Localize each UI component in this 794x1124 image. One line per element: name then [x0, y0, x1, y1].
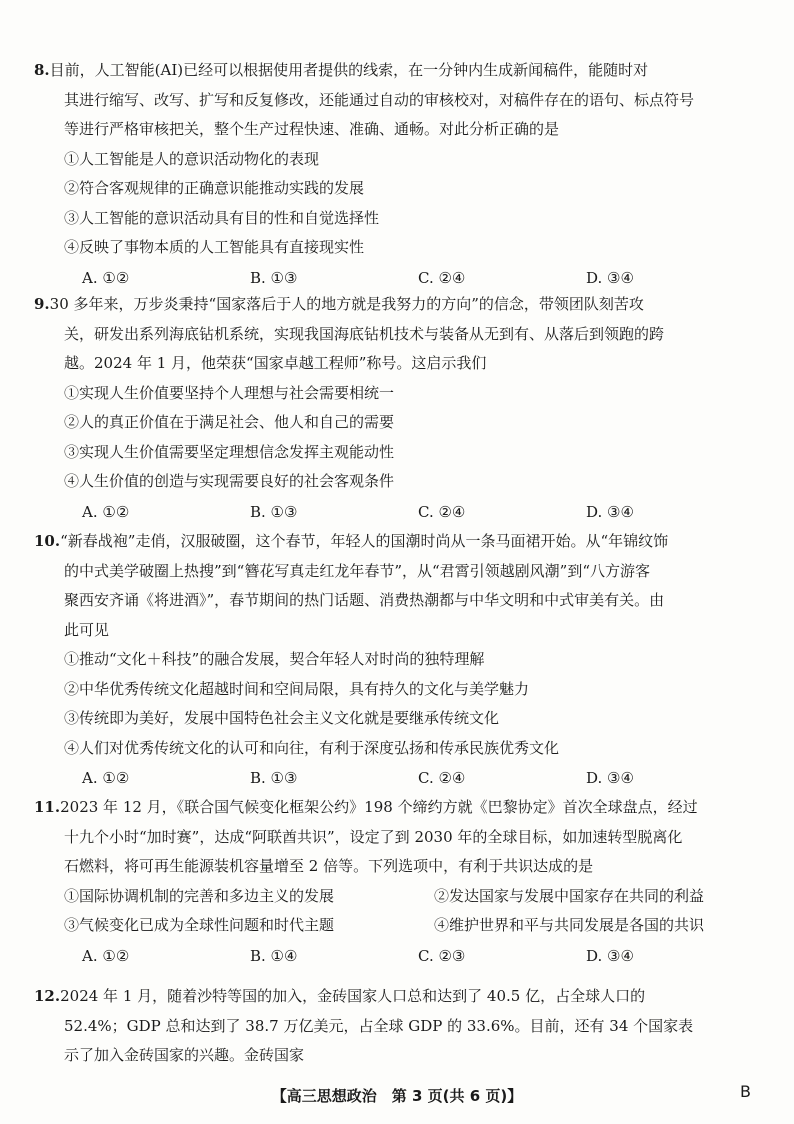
answer-choices	[34, 941, 764, 971]
statement-2: ②符合客观规律的正确意识能推动实践的发展	[64, 179, 365, 197]
paper-variant-label: B	[740, 1082, 751, 1101]
choice-a[interactable]: A. ①②	[82, 769, 130, 787]
stem-line: 等进行严格审核把关，整个生产过程快速、准确、通畅。对此分析正确的是	[64, 120, 560, 138]
question-9-stem	[34, 290, 764, 379]
page-footer: 【高三思想政治 第 3 页(共 6 页)】	[271, 1087, 523, 1105]
statement-3: ③气候变化已成为全球性问题和时代主题	[64, 916, 335, 934]
choice-d[interactable]: D. ③④	[586, 268, 634, 287]
choice-b[interactable]: B. ①③	[250, 502, 298, 521]
stem-line: 此可见	[64, 620, 110, 639]
statement-1: ①推动“文化＋科技”的融合发展，契合年轻人对时尚的独特理解	[64, 650, 485, 668]
answer-choices	[34, 763, 764, 793]
answer-choices	[34, 263, 764, 293]
stem-line: 示了加入金砖国家的兴趣。金砖国家	[64, 1046, 305, 1064]
question-10	[34, 527, 764, 793]
statement-3: ③实现人生价值需要坚定理想信念发挥主观能动性	[64, 442, 395, 461]
question-9	[34, 290, 764, 527]
choice-a[interactable]: A. ①②	[82, 946, 130, 965]
question-number: 12.	[34, 987, 61, 1005]
choice-c[interactable]: C. ②④	[418, 268, 466, 287]
question-number: 11.	[34, 798, 61, 816]
statement-4: ④人们对优秀传统文化的认可和向往，有利于深度弘扬和传承民族优秀文化	[64, 738, 560, 757]
choice-c[interactable]: C. ②④	[418, 769, 466, 787]
stem-line: 30 多年来，万步炎秉持“国家落后于人的地方就是我努力的方向”的信念，带领团队刻苦攻	[49, 295, 644, 313]
stem-line: 目前，人工智能(AI)已经可以根据使用者提供的线索，在一分钟内生成新闻稿件，能随时对	[49, 61, 649, 79]
question-11	[34, 793, 764, 971]
stem-line: 关，研发出系列海底钻机系统，实现我国海底钻机技术与装备从无到有、从落后到领跑的跨	[64, 324, 665, 343]
statement-2: ②发达国家与发展中国家存在共同的利益	[434, 886, 705, 905]
statement-4: ④反映了事物本质的人工智能具有直接现实性	[64, 238, 365, 256]
choice-b[interactable]: B. ①③	[250, 769, 298, 787]
question-11-stem	[34, 793, 764, 882]
question-number: 9.	[34, 295, 50, 313]
stem-line: 聚西安齐诵《将进酒》”，春节期间的热门话题、消费热潮都与中华文明和中式审美有关。由	[64, 591, 665, 609]
statement-2: ②中华优秀传统文化超越时间和空间局限，具有持久的文化与美学魅力	[64, 679, 530, 698]
statement-3: ③人工智能的意识活动具有目的性和自觉选择性	[64, 208, 380, 227]
choice-b[interactable]: B. ①③	[250, 268, 298, 287]
choice-a[interactable]: A. ①②	[82, 268, 130, 287]
stem-line: “新春战袍”走俏，汉服破圈，这个春节，年轻人的国潮时尚从一条马面裙开始。从“年锦纹饰	[60, 532, 669, 550]
statement-1: ①实现人生价值要坚持个人理想与社会需要相统一	[64, 383, 395, 402]
choice-d[interactable]: D. ③④	[586, 769, 634, 787]
statement-3: ③传统即为美好，发展中国特色社会主义文化就是要继承传统文化	[64, 709, 500, 727]
question-12	[34, 982, 764, 1071]
choice-b[interactable]: B. ①④	[250, 946, 298, 965]
stem-line: 石燃料，将可再生能源装机容量增至 2 倍等。下列选项中，有利于共识达成的是	[64, 857, 594, 875]
statement-2: ②人的真正价值在于满足社会、他人和自己的需要	[64, 413, 395, 431]
choice-c[interactable]: C. ②③	[418, 946, 466, 965]
question-12-stem	[34, 982, 764, 1071]
statement-1: ①国际协调机制的完善和多边主义的发展	[64, 886, 335, 905]
question-number: 10.	[34, 532, 61, 550]
stem-line: 52.4%；GDP 总和达到了 38.7 万亿美元，占全球 GDP 的 33.6%。目前，还有 34 个国家表	[64, 1016, 694, 1035]
answer-choices	[34, 497, 764, 527]
stem-line: 2024 年 1 月，随着沙特等国的加入，金砖国家人口总和达到了 40.5 亿，占全球人口的	[60, 987, 646, 1005]
question-8	[34, 56, 764, 293]
statement-4: ④维护世界和平与共同发展是各国的共识	[434, 916, 705, 934]
question-10-stem	[34, 527, 764, 645]
statement-grid	[34, 882, 764, 941]
stem-line: 2023 年 12 月，《联合国气候变化框架公约》198 个缔约方就《巴黎协定》首次全球盘点，经过	[60, 798, 698, 816]
choice-d[interactable]: D. ③④	[586, 502, 634, 521]
choice-d[interactable]: D. ③④	[586, 946, 634, 965]
statement-4: ④人生价值的创造与实现需要良好的社会客观条件	[64, 472, 395, 490]
stem-line: 的中式美学破圈上热搜”到“簪花写真走红龙年春节”，从“君霄引领越剧风潮”到“八方游客	[64, 561, 651, 580]
choice-c[interactable]: C. ②④	[418, 502, 466, 521]
choice-a[interactable]: A. ①②	[82, 502, 130, 521]
question-8-stem	[34, 56, 764, 145]
statement-1: ①人工智能是人的意识活动物化的表现	[64, 149, 320, 168]
stem-line: 其进行缩写、改写、扩写和反复修改，还能通过自动的审核校对，对稿件存在的语句、标点符号	[64, 90, 695, 109]
question-number: 8.	[34, 61, 50, 79]
stem-line: 十九个小时“加时赛”，达成“阿联酋共识”，设定了到 2030 年的全球目标，如加速转型脱离化	[64, 827, 683, 846]
stem-line: 越。2024 年 1 月，他荣获“国家卓越工程师”称号。这启示我们	[64, 354, 487, 372]
